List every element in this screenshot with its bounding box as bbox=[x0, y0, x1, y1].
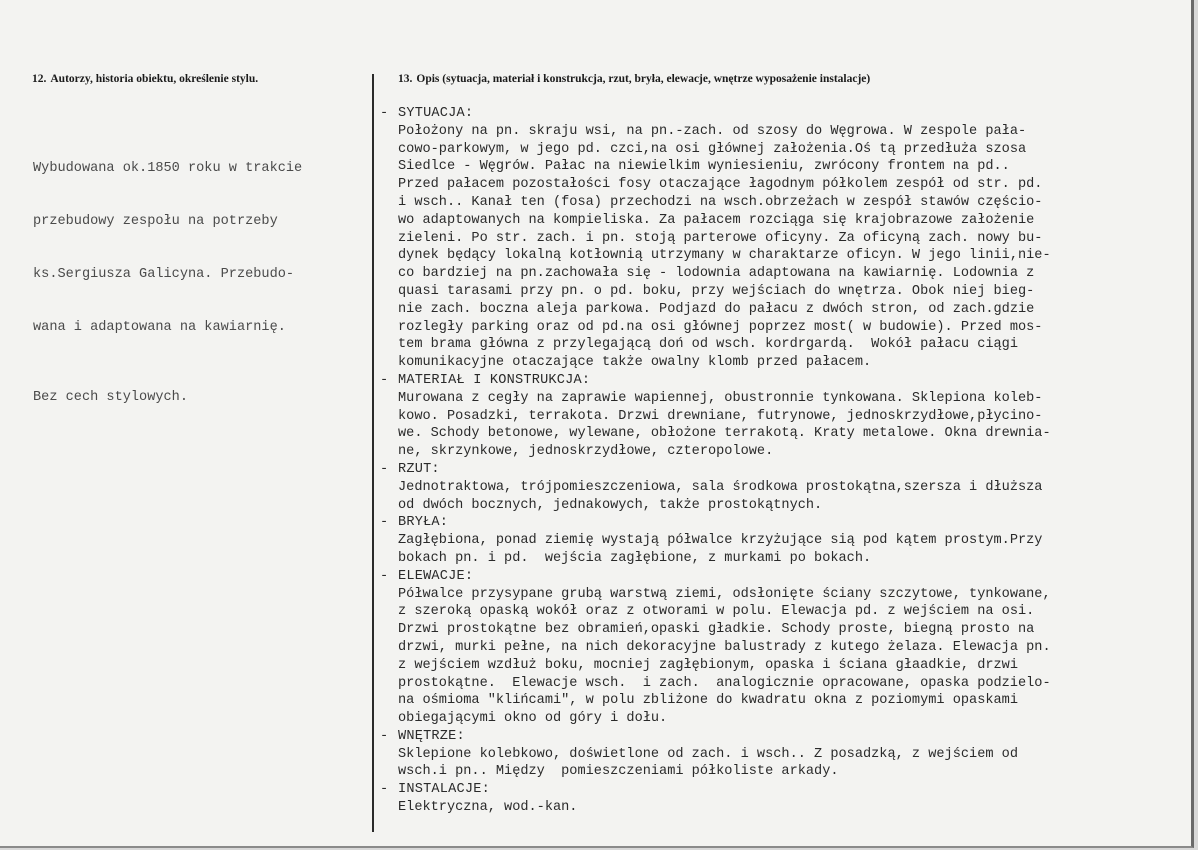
column-divider bbox=[372, 74, 374, 832]
section-line: dynek będący lokalną kotłownią utrzymany w charaktarze oficyn. W jego linii,nie- bbox=[398, 248, 1051, 264]
description-body bbox=[380, 105, 1190, 817]
section-title-text: RZUT: bbox=[398, 461, 440, 477]
section-line: ne, skrzynkowe, jednoskrzydłowe, czteropolowe. bbox=[398, 444, 774, 460]
section-marker: - bbox=[380, 782, 389, 798]
section-line: Położony na pn. skraju wsi, na pn.-zach. od szosy do Węgrowa. W zespole pała- bbox=[398, 123, 1027, 139]
section-content bbox=[380, 479, 1190, 515]
left-column-header bbox=[32, 73, 258, 85]
section-line: Przed pałacem pozostałości fosy otaczające łagodnym półkolem zespół od str. pd. bbox=[398, 177, 1043, 193]
section-line: tem brama główna z przylegającą doń od wsch. kordrgardą. Wokół pałacu ciągi bbox=[398, 337, 1018, 353]
section-content bbox=[380, 586, 1190, 728]
right-header-text: Opis (sytuacja, materiał i konstrukcja, rzut, bryła, elewacje, wnętrze wyposażenie instalacje) bbox=[416, 73, 871, 85]
section-title bbox=[380, 514, 1190, 532]
history-line: Wybudowana ok.1850 roku w trakcie bbox=[33, 161, 303, 177]
section-line: Zagłębiona, ponad ziemię wystają półwalce krzyżujące sią pod kątem prostym.Przy bbox=[398, 533, 1043, 549]
section-line: we. Schody betonowe, wylewane, obłożone terrakotą. Kraty metalowe. Okna drewnia- bbox=[398, 426, 1051, 442]
section-line: Półwalce przysypane grubą warstwą ziemi, odsłonięte ściany szczytowe, tynkowane, bbox=[398, 586, 1051, 602]
section-title-text: MATERIAŁ I KONSTRUKCJA: bbox=[398, 372, 591, 388]
section-line: z wejściem wzdłuż boku, mocniej zagłębionym, opaska i ściana głaadkie, drzwi bbox=[398, 657, 1018, 673]
section-title-text: SYTUACJA: bbox=[398, 106, 474, 121]
history-line: wana i adaptowana na kawiarnię. bbox=[33, 319, 286, 335]
section-line: wsch.i pn.. Między pomieszczeniami półkoliste arkady. bbox=[398, 764, 839, 780]
section-content bbox=[380, 532, 1190, 568]
section-line: Jednotraktowa, trójpomieszczeniowa, sala środkowa prostokątna,szersza i dłuższa bbox=[398, 479, 1043, 495]
section-line: kowo. Posadzki, terrakota. Drzwi drewniane, futrynowe, jednoskrzydłowe,płycino- bbox=[398, 408, 1043, 424]
section-marker: - bbox=[380, 372, 389, 388]
section-line: na ośmioma "klińcami", w polu zbliżone do kwadratu okna z poziomymi opaskami bbox=[398, 693, 1018, 709]
section-marker: - bbox=[380, 728, 389, 744]
section-content bbox=[380, 746, 1190, 782]
section-title-text: INSTALACJE: bbox=[398, 782, 490, 798]
section-line: obiegającymi okno od góry i dołu. bbox=[398, 711, 668, 727]
section-line: zieleni. Po str. zach. i pn. stoją parterowe oficyny. Za oficyną zach. nowy bu- bbox=[398, 230, 1043, 246]
section-line: Sklepione kolebkowo, doświetlone od zach. i wsch.. Z posadzką, z wejściem od bbox=[398, 746, 1018, 762]
section-title bbox=[380, 105, 1190, 123]
section-line: co bardziej na pn.zachowała się - lodownia adaptowana na kawiarnię. Lodownia z bbox=[398, 266, 1035, 282]
section-content bbox=[380, 123, 1190, 372]
section-title bbox=[380, 568, 1190, 586]
section-title bbox=[380, 728, 1190, 746]
section-title bbox=[380, 372, 1190, 390]
section-line: Murowana z cegły na zaprawie wapiennej, obustronnie tynkowana. Sklepiona koleb- bbox=[398, 390, 1043, 406]
history-line: ks.Sergiusza Galicyna. Przebudo- bbox=[33, 266, 295, 282]
section-title bbox=[380, 461, 1190, 479]
left-header-text: Autorzy, historia obiektu, określenie stylu. bbox=[50, 73, 259, 85]
section-line: rozległy parking oraz od pd.na osi głównej poprzez most( w budowie). Przed mos- bbox=[398, 319, 1043, 335]
section-line: nie zach. boczna aleja parkowa. Podjazd do pałacu z dwóch stron, od zach.gdzie bbox=[398, 301, 1035, 317]
section-line: bokach pn. i pd. wejścia zagłębione, z murkami po bokach. bbox=[398, 550, 872, 566]
section-line: od dwóch bocznych, jednakowych, także prostokątnych. bbox=[398, 497, 823, 513]
section-line: Siedlce - Węgrów. Pałac na niewielkim wyniesieniu, zwrócony frontem na pd.. bbox=[398, 159, 1010, 175]
right-column-header bbox=[398, 73, 870, 85]
left-header-number: 12. bbox=[32, 73, 47, 85]
style-note: Bez cech stylowych. bbox=[33, 389, 188, 405]
section-content bbox=[380, 390, 1190, 461]
section-title-text: WNĘTRZE: bbox=[398, 728, 465, 744]
section-marker: - bbox=[380, 461, 389, 477]
section-marker: - bbox=[380, 515, 389, 531]
history-line: przebudowy zespołu na potrzeby bbox=[33, 213, 278, 229]
section-content bbox=[380, 799, 1190, 817]
section-line: prostokątne. Elewacje wsch. i zach. analogicznie opracowane, opaska podzielo- bbox=[398, 675, 1051, 691]
section-line: komunikacyjne otaczające także owalny klomb przed pałacem. bbox=[398, 355, 872, 371]
section-line: Drzwi prostokątne bez obramień,opaski gładkie. Schody proste, biegną prosto na bbox=[398, 622, 1035, 638]
section-line: cowo-parkowym, w jego pd. czci,na osi głównej założenia.Oś tą przedłuża szosa bbox=[398, 141, 1027, 157]
section-line: i wsch.. Kanał ten (fosa) przechodzi na wsch.obrzeżach w zespół stawów częścio- bbox=[398, 194, 1043, 210]
section-line: drzwi, murki pełne, na nich dekoracyjne balustrady z kutego żelaza. Elewacja pn. bbox=[398, 639, 1051, 655]
section-marker: - bbox=[380, 106, 389, 121]
right-header-number: 13. bbox=[398, 73, 413, 85]
section-marker: - bbox=[380, 568, 389, 584]
section-title-text: BRYŁA: bbox=[398, 515, 449, 531]
section-line: quasi tarasami przy pn. o pd. boku, przy wejściach do wnętrza. Obok niej bieg- bbox=[398, 283, 1035, 299]
section-line: wo adaptowanych na kompieliska. Za pałacem rozciąga się krajobrazowe założenie bbox=[398, 212, 1035, 228]
section-title-text: ELEWACJE: bbox=[398, 568, 474, 584]
history-text bbox=[33, 125, 368, 442]
section-line: z szeroką opaską wokół oraz z otworami w polu. Elewacja pd. z wejściem na osi. bbox=[398, 604, 1035, 620]
section-line: Elektryczna, wod.-kan. bbox=[398, 800, 578, 816]
section-title bbox=[380, 781, 1190, 799]
